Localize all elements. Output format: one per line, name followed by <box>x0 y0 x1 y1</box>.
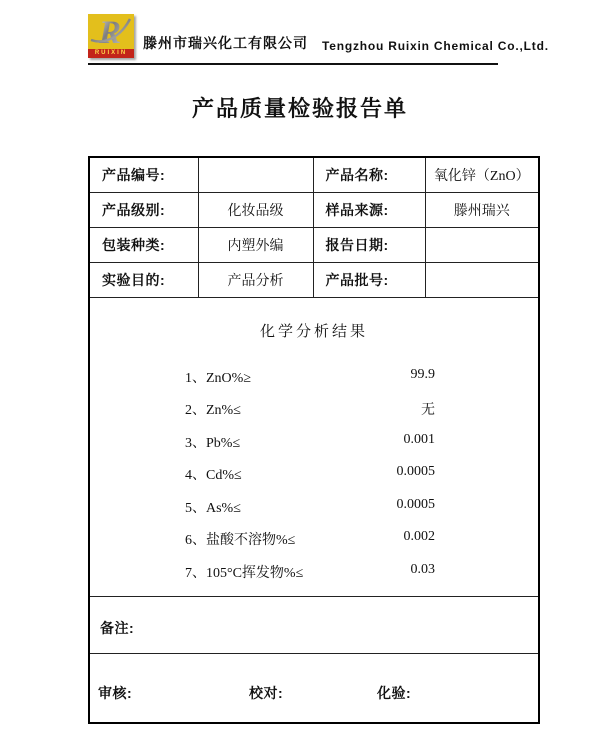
table-row-packaging <box>89 227 539 262</box>
analysis-item-value: 0.002 <box>403 529 435 545</box>
table-row-product-code <box>89 157 539 192</box>
analysis-item <box>185 497 435 530</box>
batch-number-value <box>425 262 539 297</box>
sample-source-label: 样品来源: <box>313 192 425 227</box>
company-name-en: Tengzhou Ruixin Chemical Co.,Ltd. <box>322 39 549 53</box>
analysis-item-label: 3、Pb%≤ <box>185 435 241 451</box>
analysis-item-value: 99.9 <box>410 366 435 382</box>
analysis-item-value: 无 <box>421 403 435 419</box>
remarks-cell <box>89 596 539 653</box>
table-row-product-grade <box>89 192 539 227</box>
product-grade-value: 化妆品级 <box>198 192 313 227</box>
ruixin-logo-icon <box>88 14 134 58</box>
company-name-cn: 滕州市瑞兴化工有限公司 <box>143 37 308 52</box>
analysis-item-label: 4、Cd%≤ <box>185 468 242 484</box>
analysis-heading: 化学分析结果 <box>259 323 368 340</box>
analysis-item-value: 0.001 <box>403 431 435 447</box>
report-page <box>0 14 600 748</box>
report-title: 产品质量检验报告单 <box>191 96 408 121</box>
analysis-section <box>89 297 539 596</box>
analysis-item-label: 7、105°C挥发物%≤ <box>185 565 304 581</box>
reviewer-label: 审核: <box>98 685 133 702</box>
tester-label: 化验: <box>377 685 412 702</box>
signoff-grid <box>90 683 538 703</box>
analysis-item-label: 1、ZnO%≥ <box>185 370 252 386</box>
remarks-label: 备注: <box>100 619 135 636</box>
analysis-item-label: 5、As%≤ <box>185 500 241 516</box>
table-row-analysis <box>89 297 539 596</box>
header <box>88 14 600 58</box>
analysis-item-label: 6、盐酸不溶物%≤ <box>185 533 296 549</box>
table-row-signoff <box>89 653 539 723</box>
product-name-value: 氧化锌（ZnO） <box>425 157 539 192</box>
analysis-items-list <box>90 367 538 595</box>
analysis-item <box>185 399 435 432</box>
test-purpose-value: 产品分析 <box>198 262 313 297</box>
batch-number-label: 产品批号: <box>313 262 425 297</box>
table-row-remarks <box>89 596 539 653</box>
packaging-type-value: 内塑外编 <box>198 227 313 262</box>
analysis-item <box>185 367 435 400</box>
product-name-label: 产品名称: <box>313 157 425 192</box>
svg-text:R: R <box>98 15 122 49</box>
analysis-item-label: 2、Zn%≤ <box>185 403 241 419</box>
sample-source-value: 滕州瑞兴 <box>425 192 539 227</box>
logo-brand-strip: RUIXIN <box>88 49 134 58</box>
analysis-item <box>185 529 435 562</box>
analysis-item-value: 0.0005 <box>396 464 435 480</box>
report-date-value <box>425 227 539 262</box>
logo-r-glyph <box>88 14 134 49</box>
analysis-item-value: 0.0005 <box>396 496 435 512</box>
signoff-cell <box>89 653 539 723</box>
test-purpose-label: 实验目的: <box>89 262 198 297</box>
analysis-item <box>185 464 435 497</box>
product-code-value <box>198 157 313 192</box>
header-divider <box>88 63 498 65</box>
product-code-label: 产品编号: <box>89 157 198 192</box>
report-date-label: 报告日期: <box>313 227 425 262</box>
proofreader-label: 校对: <box>249 685 284 702</box>
packaging-type-label: 包装种类: <box>89 227 198 262</box>
analysis-item <box>185 562 435 595</box>
product-grade-label: 产品级别: <box>89 192 198 227</box>
analysis-item <box>185 432 435 465</box>
analysis-item-value: 0.03 <box>410 561 435 577</box>
report-table <box>88 156 540 724</box>
table-row-test-purpose <box>89 262 539 297</box>
